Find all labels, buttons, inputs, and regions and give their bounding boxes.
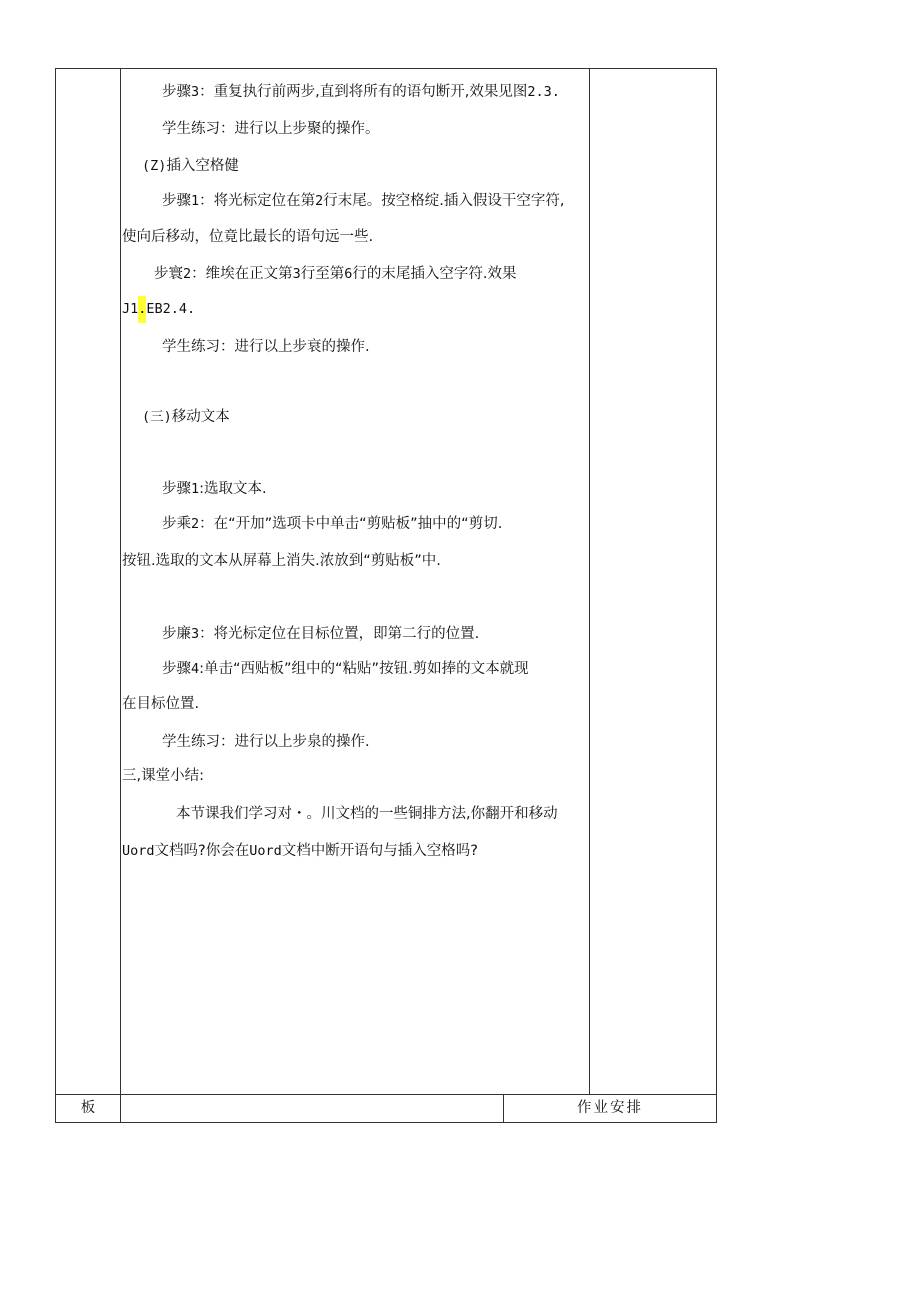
text-segment: Uord — [122, 843, 155, 859]
line-5 — [122, 227, 373, 247]
text-segment: 2 — [191, 516, 200, 532]
text-segment: 步骤 — [162, 481, 191, 497]
text-segment: 学生练习：进行以上步衰的操作. — [162, 339, 370, 355]
line-9 — [142, 407, 230, 427]
left-column — [56, 69, 121, 1094]
text-segment: 步骤 — [162, 84, 191, 100]
text-segment: 步廉 — [162, 626, 191, 642]
text-segment: 行至第 — [300, 266, 345, 282]
text-segment: 1 — [191, 193, 200, 209]
text-segment: 文档吗?你会在 — [154, 843, 250, 859]
footer-row — [55, 1094, 717, 1123]
footer-left-label: 板 — [56, 1094, 121, 1122]
line-15 — [122, 694, 199, 714]
footer-middle-cell — [121, 1094, 504, 1122]
lesson-table — [55, 68, 717, 1095]
text-segment: 6 — [344, 266, 353, 282]
text-segment: 按钮.选取的文本从屏幕上消失.浓放到“剪贴板”中. — [122, 553, 441, 569]
text-segment: ：在“开加”选项卡中单击“剪贴板”抽中的“剪切. — [199, 516, 503, 532]
line-6 — [154, 264, 517, 284]
text-segment: J1 — [122, 301, 139, 317]
footer-homework-label: 作业安排 — [577, 1100, 643, 1116]
line-14 — [162, 659, 529, 679]
text-segment: 文档中断开语句与插入空格吗? — [281, 843, 478, 859]
text-segment: 移动文本 — [171, 409, 230, 425]
text-segment: 学生练习：进行以上步泉的操作. — [162, 734, 370, 750]
text-segment: 步寰 — [154, 266, 183, 282]
text-segment: 本节课我们学习对・。川文档的一些铜排方法,你翻开和移动 — [176, 806, 558, 822]
text-segment: 三,课堂小结: — [122, 768, 204, 784]
line-16 — [162, 732, 370, 752]
text-segment: ：重复执行前两步,直到将所有的语句断开,效果见图 — [199, 84, 528, 100]
line-17 — [122, 766, 204, 786]
text-segment: (三) — [142, 409, 172, 425]
line-10 — [162, 479, 267, 499]
text-segment: ：维埃在正文第 — [191, 266, 293, 282]
text-segment: 2 — [315, 193, 324, 209]
text-segment: 4 — [191, 661, 200, 677]
line-2 — [162, 119, 380, 139]
line-13 — [162, 624, 479, 644]
text-segment: 在目标位置. — [122, 696, 200, 712]
text-segment: 步乘 — [162, 516, 191, 532]
line-7 — [122, 299, 195, 319]
text-segment: 行的末尾插入空字符.效果 — [352, 266, 517, 282]
text-segment: 行末尾。按空格绽.插入假设干空字符, — [323, 193, 565, 209]
text-segment: :选取文本. — [199, 481, 267, 497]
text-segment: EB2.4. — [146, 301, 196, 317]
line-18 — [176, 804, 558, 824]
right-column — [589, 69, 716, 1094]
text-segment: 3 — [191, 626, 200, 642]
line-11 — [162, 514, 502, 534]
line-4 — [162, 191, 565, 211]
text-segment: . — [138, 296, 146, 323]
text-segment: ：将光标定位在第 — [199, 193, 316, 209]
line-12 — [122, 551, 441, 571]
text-segment: :单击“西贴板”组中的“粘贴”按钮.剪如捧的文本就现 — [199, 661, 529, 677]
text-segment: 插入空格健 — [166, 158, 239, 174]
text-segment: 3 — [191, 84, 200, 100]
lesson-content — [122, 69, 590, 1094]
line-19 — [122, 841, 478, 861]
text-segment: 2 — [183, 266, 192, 282]
text-segment: 使向后移动，位竟比最长的语句远一些. — [122, 229, 374, 245]
text-segment: 学生练习：进行以上步聚的操作。 — [162, 121, 380, 137]
text-segment: Uord — [249, 843, 282, 859]
line-3 — [142, 156, 239, 176]
line-1 — [162, 82, 560, 102]
text-segment: 1 — [191, 481, 200, 497]
text-segment: (Z) — [142, 158, 167, 174]
text-segment: 3 — [292, 266, 301, 282]
line-8 — [162, 337, 370, 357]
text-segment: 步骤 — [162, 193, 191, 209]
text-segment: 步骤 — [162, 661, 191, 677]
text-segment: 2.3. — [527, 84, 560, 100]
text-segment: ：将光标定位在目标位置，即第二行的位置. — [199, 626, 480, 642]
